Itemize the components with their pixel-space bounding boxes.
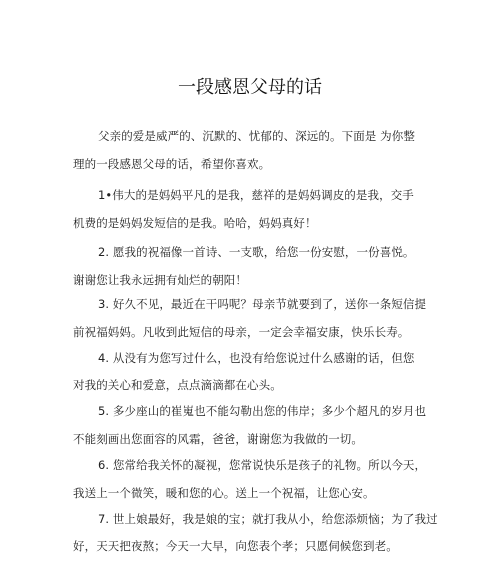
paragraph-line: 机费的是妈妈发短信的是我。哈哈，妈妈真好！ <box>73 216 317 230</box>
paragraph-line: 1•伟大的是妈妈平凡的是我，慈祥的是妈妈调皮的是我，交手 <box>98 188 414 202</box>
paragraph-line: 父亲的爱是威严的、沉默的、忧郁的、深远的。下面是 为你整 <box>98 129 415 143</box>
paragraph-line: 理的一段感恩父母的话，希望你喜欢。 <box>73 157 271 171</box>
paragraph-line: 谢谢您让我永远拥有灿烂的朝阳！ <box>73 273 247 287</box>
page-bottom-edge <box>0 556 500 566</box>
paragraph-line: 对我的关心和爱意，点点滴滴都在心头。 <box>73 378 282 392</box>
paragraph-line: 3. 好久不见，最近在干吗呢？母亲节就要到了，送你一条短信提 <box>98 297 427 311</box>
paragraph-line: 6. 您常给我关怀的凝视，您常说快乐是孩子的礼物。所以今天， <box>98 458 427 472</box>
paragraph-line: 好，天天把夜熬；今天一大早，向您表个孝；只愿伺候您到老。 <box>73 539 398 553</box>
paragraph-line: 不能刻画出您面容的风霜，爸爸，谢谢您为我做的一切。 <box>73 432 363 446</box>
paragraph-line: 前祝福妈妈。凡收到此短信的母亲，一定会幸福安康，快乐长寿。 <box>73 325 410 339</box>
paragraph-line: 5. 多少座山的崔嵬也不能勾勒出您的伟岸；多少个超凡的岁月也 <box>98 404 427 418</box>
paragraph-line: 4. 从没有为您写过什么，也没有给您说过什么感谢的话，但您 <box>98 351 415 365</box>
paragraph-line: 7. 世上娘最好，我是娘的宝；就打我从小，给您添烦恼；为了我过 <box>98 512 438 526</box>
article-title: 一段感恩父母的话 <box>178 77 322 98</box>
paragraph-line: 2. 愿我的祝福像一首诗、一支歌，给您一份安慰，一份喜悦。 <box>98 245 415 259</box>
paragraph-line: 我送上一个微笑，暖和您的心。送上一个祝福，让您心安。 <box>73 486 375 500</box>
